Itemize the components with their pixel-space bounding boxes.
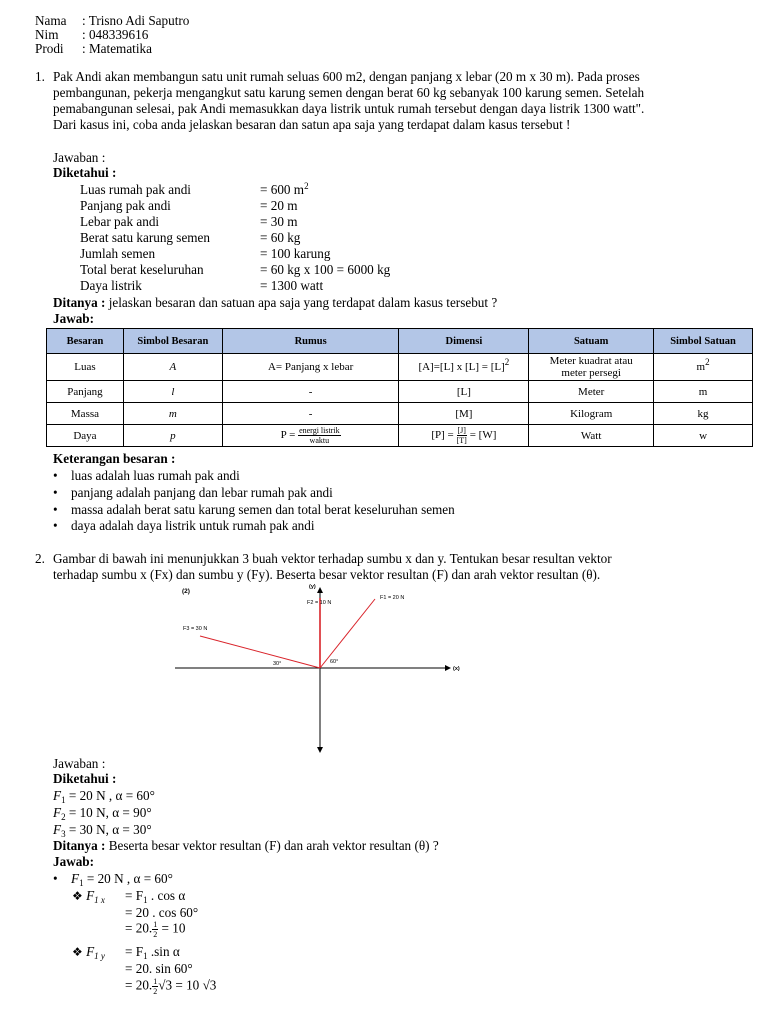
- cell-besaran: Panjang: [47, 381, 124, 403]
- cell-satuan: Meter: [529, 381, 654, 403]
- known-value: = 600 $m^2$: [260, 181, 309, 197]
- table-row: [47, 381, 753, 403]
- cell-satuan: Meter kuadrat atau meter persegi: [529, 354, 654, 381]
- diamond-bullet-icon: ❖: [72, 945, 83, 959]
- known-value: = 30 m: [260, 214, 298, 229]
- q1-jawab: Jawab:: [53, 311, 95, 326]
- cell-dimensi: [M]: [399, 403, 529, 425]
- f1-label: F1 = 20 N: [380, 595, 405, 601]
- cell-simbol: m: [123, 403, 222, 425]
- cell-rumus: -: [222, 403, 399, 425]
- known-label: Panjang pak andi: [80, 198, 171, 213]
- cell-rumus: A= Panjang x lebar: [222, 354, 399, 381]
- col-header: Simbol Satuan: [654, 329, 753, 354]
- f1x-label: ❖ $F_{1 x}$: [72, 888, 105, 905]
- f1y-eq3: = 20. $\frac{1}{2}$ √3 = 10 √3: [125, 977, 217, 996]
- q2-bullet-f1: • $F_1 = 20$ N , α = 60°: [71, 871, 173, 887]
- known-label: Jumlah semen: [80, 246, 156, 261]
- q1-jawaban: Jawaban :: [53, 150, 106, 165]
- vector-diagram: [170, 582, 480, 754]
- prodi-value: : Matematika: [82, 41, 152, 56]
- x-axis-label: (x): [453, 666, 460, 672]
- angle-f1-label: 60°: [330, 659, 339, 665]
- known-value: = 20 m: [260, 198, 298, 213]
- cell-simbol-satuan: m: [654, 381, 753, 403]
- cell-simbol-satuan: kg: [654, 403, 753, 425]
- q2-known: $F_1 = 20$ N , α = 60°: [53, 788, 155, 805]
- f1y-eq1: = $F_1$ .sin α: [125, 944, 180, 961]
- cell-simbol-satuan: w: [654, 425, 753, 447]
- cell-dimensi: [L]: [399, 381, 529, 403]
- f3-label: F3 = 30 N: [183, 626, 208, 632]
- q1-number: 1.: [35, 69, 45, 84]
- q2-jawab: Jawab:: [53, 854, 95, 869]
- q2-known: $F_3 = 30$ N, α = 30°: [53, 822, 152, 839]
- nim-label: Nim: [35, 27, 59, 42]
- q2-jawaban: Jawaban :: [53, 756, 106, 771]
- f1x-eq1: = $F_1$ . cos α: [125, 888, 186, 905]
- keterangan-item: • luas adalah luas rumah pak andi: [71, 468, 240, 484]
- known-value: = 60 kg x 100 = 6000 kg: [260, 262, 391, 277]
- angle-f3-label: 30°: [273, 661, 282, 667]
- q1-line-1: Pak Andi akan membangun satu unit rumah seluas 600 m2, dengan panjang x lebar (20 m x 30 m). Pada proses: [53, 69, 640, 84]
- q1-line-2: pembangunan, pekerja mengangkut satu karung semen dengan berat 60 kg sebanyak 100 karung semen. Setelah: [53, 85, 645, 100]
- y-axis-label: (y): [309, 584, 316, 590]
- table-header-row: [47, 329, 753, 354]
- q1-line-4: Dari kasus ini, coba anda jelaskan besaran dan satun apa saja yang terdapat dalam kasus tersebut !: [53, 117, 571, 132]
- known-label: Berat satu karung semen: [80, 230, 211, 245]
- q2-line-2: terhadap sumbu x (Fx) dan sumbu y (Fy). Beserta besar vektor resultan (F) dan arah vektor resultan (θ).: [53, 567, 601, 582]
- table-row: [47, 354, 753, 381]
- cell-satuan: Kilogram: [529, 403, 654, 425]
- nama-label: Nama: [35, 13, 67, 28]
- known-label: Daya listrik: [80, 278, 142, 293]
- cell-simbol: l: [123, 381, 222, 403]
- known-label: Total berat keseluruhan: [80, 262, 204, 277]
- cell-besaran: Luas: [47, 354, 124, 381]
- known-label: Luas rumah pak andi: [80, 182, 191, 197]
- known-value: = 100 karung: [260, 246, 331, 261]
- vector-f3: [200, 636, 320, 668]
- cell-rumus: P = $\frac{\text{energi listrik}}{\text{waktu}}$: [222, 425, 399, 447]
- q2-ditanya: Ditanya : Beserta besar vektor resultan (F) dan arah vektor resultan (θ) ?: [53, 838, 439, 853]
- f2-label: F2 = 10 N: [307, 600, 332, 606]
- col-header: Besaran: [47, 329, 124, 354]
- cell-simbol: p: [123, 425, 222, 447]
- q2-known: $F_2 = 10$ N, α = 90°: [53, 805, 152, 822]
- vector-f1: [320, 599, 375, 668]
- known-label: Lebar pak andi: [80, 214, 160, 229]
- keterangan-item: • massa adalah berat satu karung semen dan total berat keseluruhan semen: [71, 502, 455, 518]
- table-row: [47, 403, 753, 425]
- q2-diketahui: Diketahui :: [53, 771, 117, 786]
- q1-line-3: pemabangunan selesai, pak Andi memasukkan daya listrik untuk rumah tersebut dengan daya listrik 1300 watt".: [53, 101, 645, 116]
- nim-value: : 048339616: [82, 27, 149, 42]
- cell-besaran: Daya: [47, 425, 124, 447]
- keterangan-title: Keterangan besaran :: [53, 451, 176, 466]
- f1x-eq3: = 20. $\frac{1}{2}$ = 10: [125, 920, 186, 939]
- cell-dimensi: [P] = $\frac{[J]}{[T]}$ = [W]: [399, 425, 529, 447]
- cell-besaran: Massa: [47, 403, 124, 425]
- known-value: = 1300 watt: [260, 278, 324, 293]
- besaran-table: [46, 328, 753, 447]
- figure-tag: (2): [182, 588, 190, 595]
- diamond-bullet-icon: ❖: [72, 889, 83, 903]
- keterangan-item: • panjang adalah panjang dan lebar rumah pak andi: [71, 485, 333, 501]
- keterangan-item: • daya adalah daya listrik untuk rumah pak andi: [71, 518, 315, 534]
- q2-line-1: Gambar di bawah ini menunjukkan 3 buah vektor terhadap sumbu x dan y. Tentukan besar resultan vektor: [53, 551, 612, 566]
- col-header: Dimensi: [399, 329, 529, 354]
- q1-ditanya: Ditanya : jelaskan besaran dan satuan apa saja yang terdapat dalam kasus tersebut ?: [53, 295, 498, 310]
- cell-dimensi: [A]=[L] x $[L] = [L]^2$: [399, 354, 529, 381]
- cell-satuan: Watt: [529, 425, 654, 447]
- col-header: Rumus: [222, 329, 399, 354]
- cell-rumus: -: [222, 381, 399, 403]
- nama-value: : Trisno Adi Saputro: [82, 13, 190, 28]
- cell-simbol: A: [123, 354, 222, 381]
- col-header: Simbol Besaran: [123, 329, 222, 354]
- f1y-eq2: = 20. sin 60°: [125, 961, 193, 976]
- q1-diketahui: Diketahui :: [53, 165, 117, 180]
- q2-number: 2.: [35, 551, 45, 566]
- f1y-label: ❖ $F_{1 y}$: [72, 944, 105, 961]
- known-value: = 60 kg: [260, 230, 301, 245]
- cell-simbol-satuan: $m^2$: [654, 354, 753, 381]
- table-row: [47, 425, 753, 447]
- prodi-label: Prodi: [35, 41, 64, 56]
- f1x-eq2: = 20 . cos 60°: [125, 905, 199, 920]
- col-header: Satuam: [529, 329, 654, 354]
